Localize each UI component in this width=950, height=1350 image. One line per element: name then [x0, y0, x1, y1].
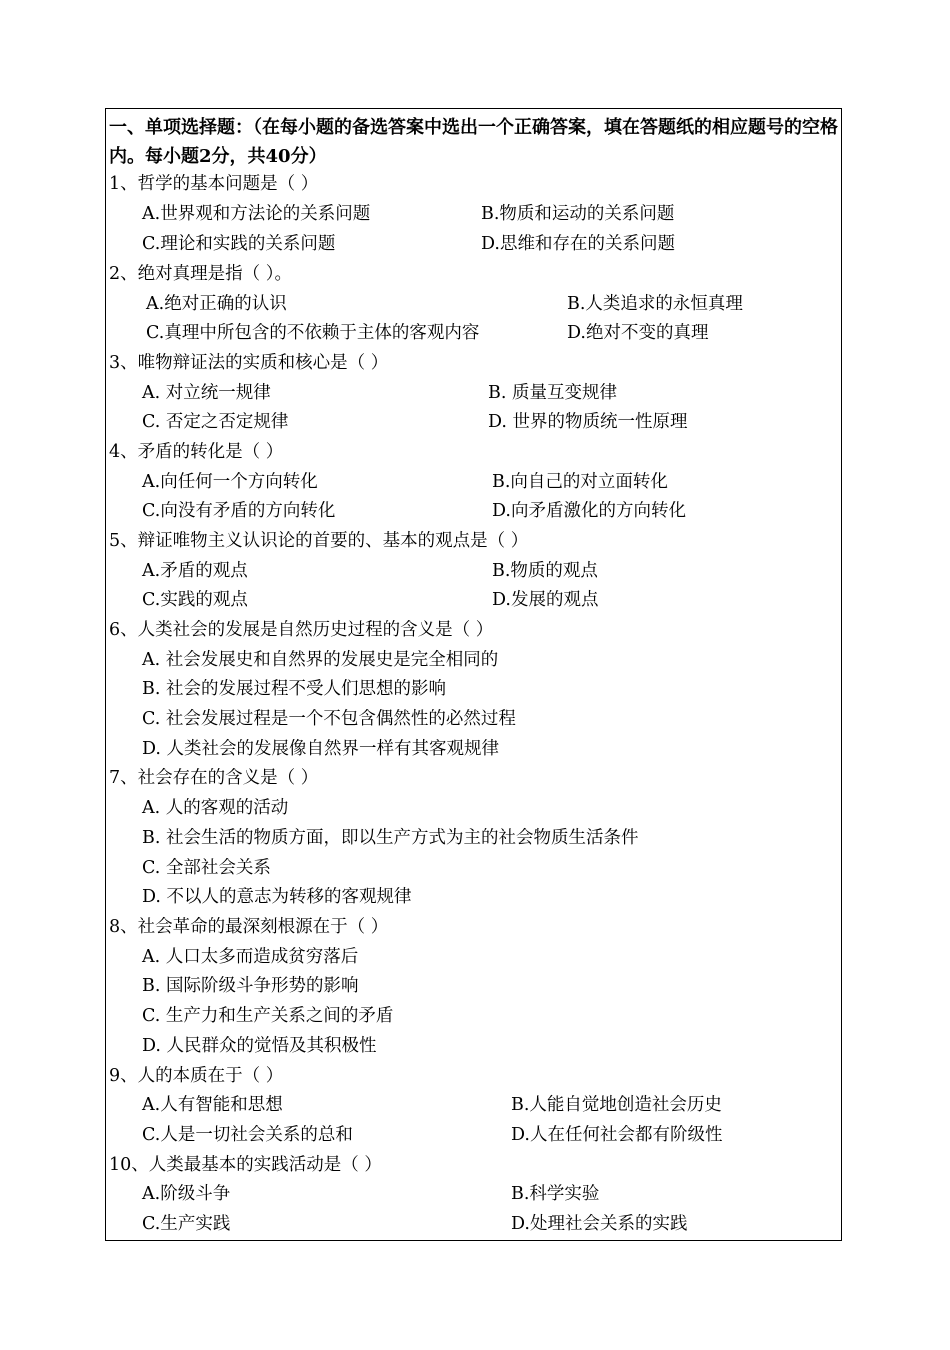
question-9-option-a: A.人有智能和思想: [142, 1095, 283, 1115]
question-2-option-c: C.真理中所包含的不依赖于主体的客观内容: [146, 323, 480, 343]
question-7-stem: 7、社会存在的含义是（ ）: [109, 768, 319, 788]
question-9-stem: 9、人的本质在于（ ）: [109, 1066, 284, 1086]
section-heading: 一、单项选择题：（在每小题的备选答案中选出一个正确答案，填在答题纸的相应题号的空格内。每小题2分，共40分）: [109, 117, 838, 167]
question-3-option-b: B. 质量互变规律: [488, 383, 617, 403]
question-8-option-d: D. 人民群众的觉悟及其积极性: [142, 1036, 377, 1056]
question-6-option-a: A. 社会发展史和自然界的发展史是完全相同的: [142, 650, 499, 670]
question-3-option-a: A. 对立统一规律: [142, 383, 271, 403]
question-1-option-c: C.理论和实践的关系问题: [142, 234, 336, 254]
question-5-option-c: C.实践的观点: [142, 590, 248, 610]
question-1-option-b: B.物质和运动的关系问题: [481, 204, 675, 224]
question-6-option-d: D. 人类社会的发展像自然界一样有其客观规律: [142, 739, 500, 759]
question-9-option-c: C.人是一切社会关系的总和: [142, 1125, 353, 1145]
question-4-stem: 4、矛盾的转化是（ ）: [109, 442, 284, 462]
question-4-option-a: A.向任何一个方向转化: [142, 472, 318, 492]
question-9-option-b: B.人能自觉地创造社会历史: [511, 1095, 722, 1115]
question-10-option-b: B.科学实验: [511, 1184, 600, 1204]
question-3-option-d: D. 世界的物质统一性原理: [488, 412, 688, 432]
question-6-stem: 6、人类社会的发展是自然历史过程的含义是（ ）: [109, 620, 494, 640]
question-7-option-d: D. 不以人的意志为转移的客观规律: [142, 887, 412, 907]
question-2-option-d: D.绝对不变的真理: [567, 323, 709, 343]
question-7-option-b: B. 社会生活的物质方面，即以生产方式为主的社会物质生活条件: [142, 828, 639, 848]
question-7-option-a: A. 人的客观的活动: [142, 798, 289, 818]
question-5-option-b: B.物质的观点: [492, 561, 598, 581]
question-1-option-d: D.思维和存在的关系问题: [481, 234, 675, 254]
question-7-option-c: C. 全部社会关系: [142, 858, 271, 878]
question-8-option-a: A. 人口太多而造成贫穷落后: [142, 947, 359, 967]
question-1-stem: 1、哲学的基本问题是（ ）: [109, 174, 319, 194]
question-2-option-b: B.人类追求的永恒真理: [567, 294, 743, 314]
question-2-option-a: A.绝对正确的认识: [146, 294, 287, 314]
question-3-stem: 3、唯物辩证法的实质和核心是（ ）: [109, 353, 389, 373]
question-10-option-a: A.阶级斗争: [142, 1184, 231, 1204]
question-10-option-c: C.生产实践: [142, 1214, 231, 1234]
question-4-option-c: C.向没有矛盾的方向转化: [142, 501, 336, 521]
question-2-stem: 2、绝对真理是指（ ）。: [109, 264, 292, 284]
question-8-stem: 8、社会革命的最深刻根源在于（ ）: [109, 917, 389, 937]
question-9-option-d: D.人在任何社会都有阶级性: [511, 1125, 723, 1145]
question-8-option-b: B. 国际阶级斗争形势的影响: [142, 976, 359, 996]
question-10-stem: 10、人类最基本的实践活动是（ ）: [109, 1155, 382, 1175]
question-4-option-d: D.向矛盾激化的方向转化: [492, 501, 686, 521]
question-5-option-a: A.矛盾的观点: [142, 561, 248, 581]
question-5-stem: 5、辩证唯物主义认识论的首要的、基本的观点是（ ）: [109, 531, 529, 551]
question-6-option-c: C. 社会发展过程是一个不包含偶然性的必然过程: [142, 709, 516, 729]
question-4-option-b: B.向自己的对立面转化: [492, 472, 668, 492]
question-6-option-b: B. 社会的发展过程不受人们思想的影响: [142, 679, 446, 699]
question-8-option-c: C. 生产力和生产关系之间的矛盾: [142, 1006, 394, 1026]
question-1-option-a: A.世界观和方法论的关系问题: [142, 204, 371, 224]
question-3-option-c: C. 否定之否定规律: [142, 412, 289, 432]
question-10-option-d: D.处理社会关系的实践: [511, 1214, 688, 1234]
question-5-option-d: D.发展的观点: [492, 590, 599, 610]
